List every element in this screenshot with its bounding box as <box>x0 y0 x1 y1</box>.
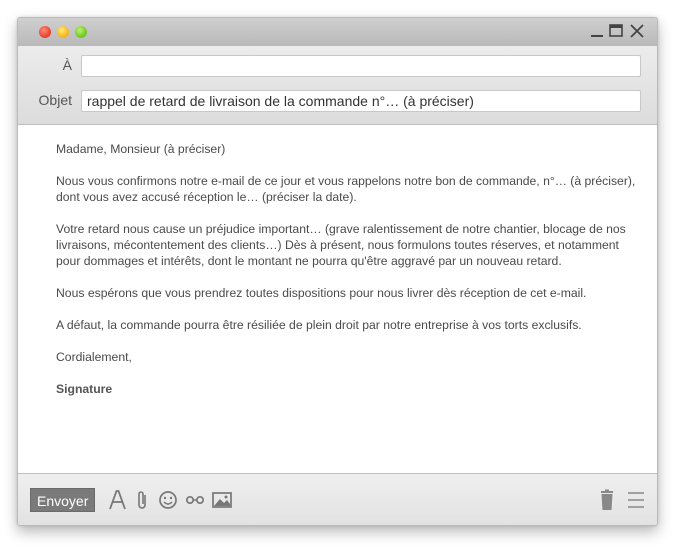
subject-label: Objet <box>38 92 72 108</box>
minimize-icon[interactable] <box>589 22 605 40</box>
paragraph-prejudice: Votre retard nous cause un préjudice important… (grave ralentissement de notre chantier, blocage de nos livraisons, mécontentement des clients…) Dès à présent, nous formulons toutes réserves, et notamment pour dommages et intérêts, dont le montant ne pourra qu'être aggravé par un nouveau retard. <box>56 222 626 268</box>
to-field[interactable] <box>81 55 641 77</box>
paragraph-hope: Nous espérons que vous prendrez toutes dispositions pour nous livrer dès réception de cet e-mail. <box>56 286 587 300</box>
attachment-icon[interactable] <box>132 489 154 511</box>
compose-header <box>18 46 657 125</box>
zoom-traffic-light[interactable] <box>75 26 87 38</box>
send-button[interactable]: Envoyer <box>30 488 95 512</box>
text-format-icon[interactable] <box>106 489 128 511</box>
paragraph-termination: A défaut, la commande pourra être résiliée de plein droit par notre entreprise à vos torts exclusifs. <box>56 318 582 332</box>
maximize-icon[interactable] <box>608 22 624 40</box>
close-traffic-light[interactable] <box>39 26 51 38</box>
to-label: À <box>62 57 72 73</box>
emoji-icon[interactable] <box>157 489 179 511</box>
trash-icon[interactable] <box>596 489 618 511</box>
image-icon[interactable] <box>211 489 233 511</box>
title-bar <box>18 18 657 46</box>
closing: Cordialement, <box>56 350 132 364</box>
link-icon[interactable] <box>184 489 206 511</box>
close-icon[interactable] <box>629 22 645 40</box>
message-body[interactable] <box>56 125 636 397</box>
menu-icon[interactable] <box>625 489 647 511</box>
mail-window <box>17 17 658 526</box>
greeting: Madame, Monsieur (à préciser) <box>56 142 226 156</box>
minimize-traffic-light[interactable] <box>57 26 69 38</box>
paragraph-confirmation: Nous vous confirmons notre e-mail de ce jour et vous rappelons notre bon de commande, n°… (à préciser), dont vous avez accusé réception le… (préciser la date). <box>56 174 636 204</box>
compose-toolbar <box>18 473 657 526</box>
signature: Signature <box>56 382 113 396</box>
subject-field[interactable]: rappel de retard de livraison de la commande n°… (à préciser) <box>81 90 641 112</box>
